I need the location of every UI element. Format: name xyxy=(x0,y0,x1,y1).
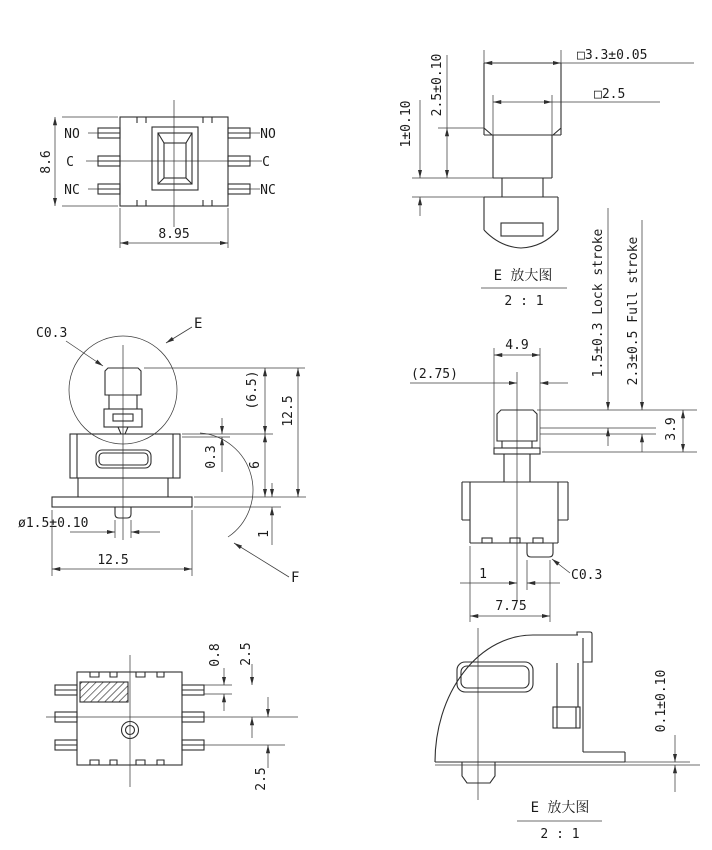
lock-stroke-label: 1.5±0.3 Lock stroke xyxy=(591,228,606,378)
chamfer-label-side: C0.3 xyxy=(571,568,603,583)
housing-side xyxy=(462,482,568,557)
detail-top-scale: 2 : 1 xyxy=(504,294,544,309)
detail-e-callout: E xyxy=(194,316,203,332)
dim-flange-thickness-label: 1 xyxy=(257,530,272,538)
detail-view-bottom xyxy=(435,628,700,842)
mounting-flange xyxy=(52,497,192,507)
button-plunger-top xyxy=(152,127,198,190)
terminal-pins-bottom xyxy=(55,685,204,750)
dim-upper-label: 2.5±0.10 xyxy=(430,53,445,117)
pin-label-no-right: NO xyxy=(260,127,276,142)
dim-top-width-label: 4.9 xyxy=(505,338,529,353)
center-boss xyxy=(527,543,553,557)
dim-pitch-upper-label: 2.5 xyxy=(239,642,254,666)
dim-square-outer-label: □3.3±0.05 xyxy=(577,48,648,63)
pin-label-c-left: C xyxy=(66,155,74,170)
front-view xyxy=(18,316,306,586)
chamfer-label-front: C0.3 xyxy=(36,326,68,341)
detail-view-top xyxy=(399,48,694,309)
bottom-view xyxy=(46,642,298,790)
dim-cap-height-label: 3.9 xyxy=(664,417,679,441)
dim-pitch-lower-label: 2.5 xyxy=(254,767,269,791)
top-view xyxy=(39,100,276,248)
detail-bottom-scale: 2 : 1 xyxy=(540,827,580,842)
pin-label-no-left: NO xyxy=(64,127,80,142)
housing-front xyxy=(52,434,192,518)
detail-top-title: E 放大图 xyxy=(493,268,553,284)
full-stroke-label: 2.3±0.5 Full stroke xyxy=(626,236,641,386)
dim-width-label: 8.95 xyxy=(158,227,190,242)
dim-base-width-label: 12.5 xyxy=(97,553,129,568)
side-view xyxy=(410,208,697,622)
pin-label-nc-left: NC xyxy=(64,183,80,198)
plunger-cap xyxy=(484,63,561,248)
dim-standoff-label: 0.1±0.10 xyxy=(654,669,669,733)
pin-label-c-right: C xyxy=(262,155,270,170)
detail-f-callout: F xyxy=(291,570,300,586)
dim-square-inner-label: □2.5 xyxy=(594,87,626,102)
detail-bottom-title: E 放大图 xyxy=(530,800,590,816)
dim-button-height-label: (6.5) xyxy=(245,370,260,410)
dim-body-height-label: 6 xyxy=(248,461,263,469)
dim-total-height-label: 12.5 xyxy=(281,395,296,427)
dim-pin-width-label: 0.8 xyxy=(208,643,223,667)
dim-lower-label: 1±0.10 xyxy=(399,100,414,148)
dim-body-width-label: 7.75 xyxy=(495,599,527,614)
dim-step-label: 0.3 xyxy=(204,445,219,469)
section-hatch xyxy=(80,682,128,702)
pin-label-nc-right: NC xyxy=(260,183,276,198)
dim-pin-dia-label: ø1.5±0.10 xyxy=(18,516,89,531)
dim-height-label: 8.6 xyxy=(39,150,54,174)
dim-center-offset-label: (2.75) xyxy=(411,367,458,382)
housing-section xyxy=(435,632,625,783)
dim-boss-offset-label: 1 xyxy=(479,567,487,582)
